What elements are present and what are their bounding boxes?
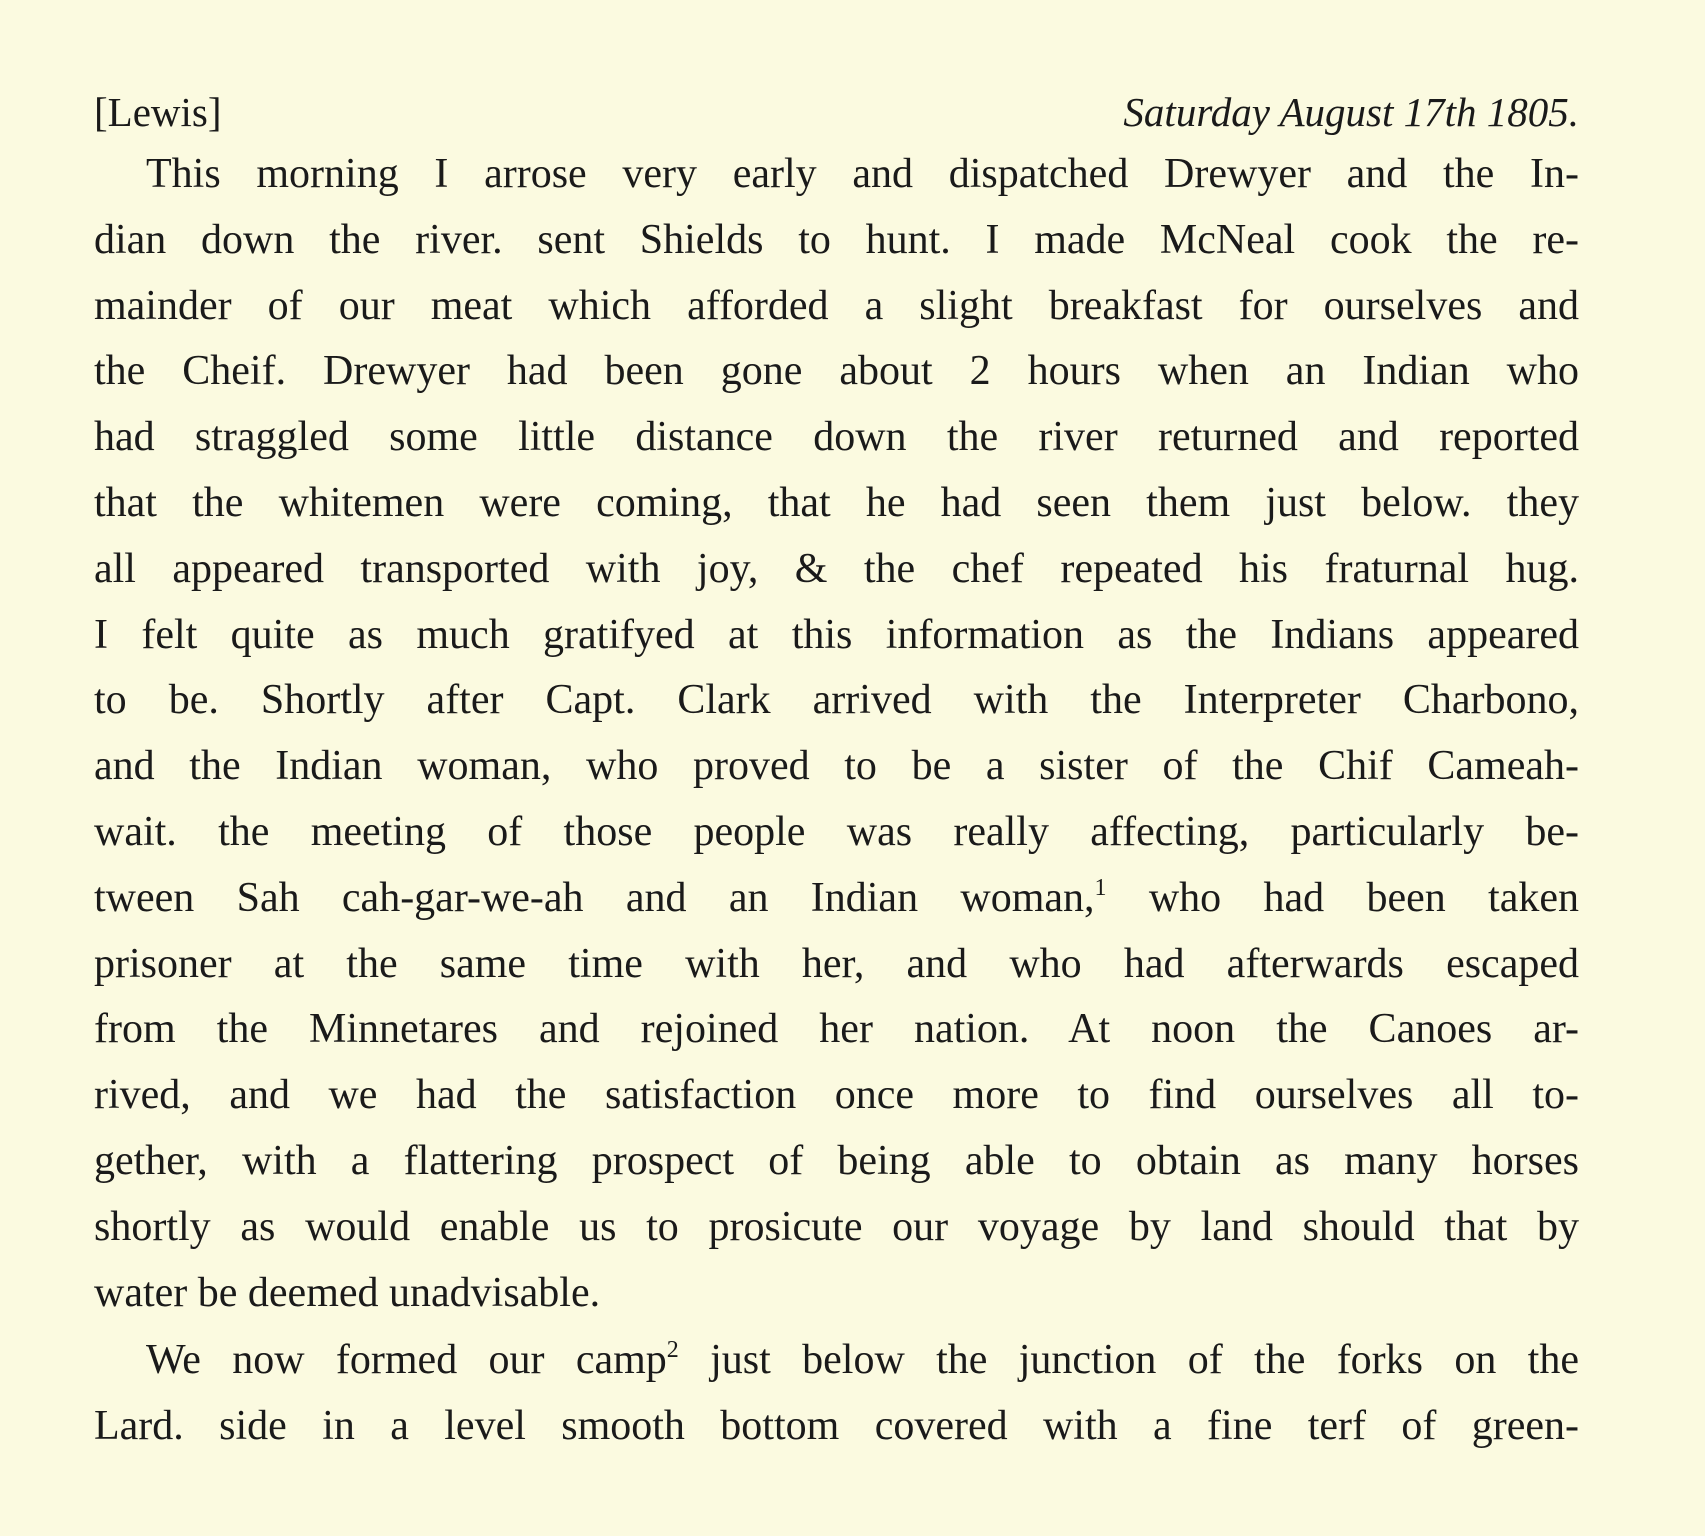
entry-date: Saturday August 17th 1805. xyxy=(1123,89,1579,135)
entry-header xyxy=(94,82,1579,142)
text-line: had straggled some little distance down the river returned and reported xyxy=(94,414,1579,461)
text-line: wait. the meeting of those people was really affecting, particularly be- xyxy=(94,808,1579,855)
text-line: I felt quite as much gratifyed at this information as the Indians appeared xyxy=(94,611,1579,658)
text-line: from the Minnetares and rejoined her nation. At noon the Canoes ar- xyxy=(94,1006,1579,1053)
paragraph-2 xyxy=(94,1328,1579,1460)
text-segment: We now formed our camp xyxy=(146,1337,667,1384)
text-line: shortly as would enable us to prosicute our voyage by land should that by xyxy=(94,1203,1579,1250)
text-line: all appeared transported with joy, & the chef repeated his fraturnal hug. xyxy=(94,545,1579,592)
text-line xyxy=(94,866,1579,932)
text-line: to be. Shortly after Capt. Clark arrived with the Interpreter Charbono, xyxy=(94,677,1579,724)
footnote-marker-2[interactable]: 2 xyxy=(666,1337,679,1364)
journal-text xyxy=(94,142,1579,1460)
text-line: water be deemed unadvisable. xyxy=(94,1269,601,1316)
text-line: gether, with a flattering prospect of being able to obtain as many horses xyxy=(94,1137,1579,1184)
text-line: and the Indian woman, who proved to be a sister of the Chif Cameah- xyxy=(94,743,1579,790)
text-line: dian down the river. sent Shields to hunt. I made McNeal cook the re- xyxy=(94,216,1579,263)
text-segment: tween Sah cah-gar-we-ah and an Indian woman, xyxy=(94,874,1095,921)
entry-author: [Lewis] xyxy=(94,89,222,135)
text-line: the Cheif. Drewyer had been gone about 2 hours when an Indian who xyxy=(94,348,1579,395)
text-line: rived, and we had the satisfaction once more to find ourselves all to- xyxy=(94,1072,1579,1119)
text-line: mainder of our meat which afforded a slight breakfast for ourselves and xyxy=(94,282,1579,329)
paragraph-1 xyxy=(94,142,1579,1326)
footnote-marker-1[interactable]: 1 xyxy=(1094,874,1107,901)
text-line: that the whitemen were coming, that he had seen them just below. they xyxy=(94,479,1579,526)
text-line: Lard. side in a level smooth bottom covered with a fine terf of green- xyxy=(94,1403,1579,1450)
text-line: prisoner at the same time with her, and who had afterwards escaped xyxy=(94,940,1579,987)
document-page xyxy=(94,82,1579,1460)
text-line xyxy=(94,1328,1579,1394)
text-segment: just below the junction of the forks on the xyxy=(678,1337,1579,1384)
text-segment: who had been taken xyxy=(1106,874,1579,921)
text-line: This morning I arrose very early and dispatched Drewyer and the In- xyxy=(146,151,1579,197)
